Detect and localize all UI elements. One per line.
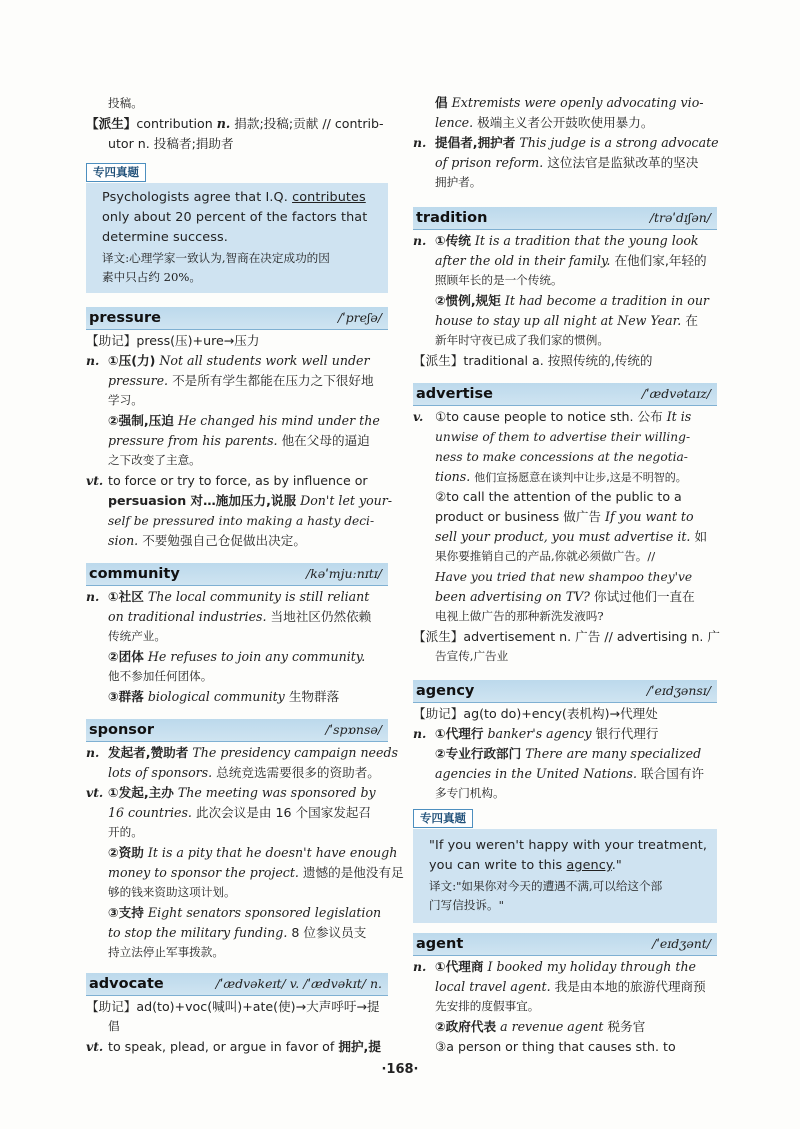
- text-line: 投稿。: [108, 96, 143, 110]
- sense-line: 开的。: [108, 825, 143, 839]
- sense-line: money to sponsor the project. 遗憾的是他没有足: [108, 865, 404, 880]
- sense-line: agencies in the United Nations. 联合国有许: [435, 766, 704, 781]
- sense-line: ①社区 The local community is still reliant: [108, 589, 370, 604]
- phonetic: /ˈeɪdʒənt/: [652, 936, 711, 951]
- sense-line: sion. 不要勉强自己仓促做出决定。: [108, 533, 306, 548]
- derived-line: 告宣传,广告业: [435, 649, 509, 663]
- phonetic: /ˈædvətaɪz/: [641, 386, 711, 401]
- sense-line: 倡 Extremists were openly advocating vio-: [435, 95, 704, 110]
- sense-line: ②惯例,规矩 It had become a tradition in our: [435, 293, 709, 308]
- headword-advertise: [413, 383, 717, 406]
- exam-line: only about 20 percent of the factors that: [102, 210, 368, 225]
- headword-agency: [413, 680, 717, 703]
- sense-line: 提倡者,拥护者 This judge is a strong advocate: [435, 135, 719, 150]
- sense-line: 电视上做广告的那种新洗发液吗?: [435, 609, 604, 623]
- exam-line: "If you weren't happy with your treatment,: [429, 838, 708, 853]
- derived-tag: 【派生】: [86, 116, 137, 131]
- sense-line: after the old in their family. 在他们家,年轻的: [435, 253, 707, 268]
- underlined-word: agency: [566, 858, 612, 873]
- headword: advocate: [89, 976, 164, 992]
- sense-line: 照顾年长的是一个传统。: [435, 273, 563, 287]
- sense-line: 持立法停止军事拨款。: [108, 945, 224, 959]
- exam-translation: 译文:心理学家一致认为,智商在决定成功的因: [102, 251, 330, 265]
- pos-label: n.: [413, 959, 427, 974]
- sense-line: ②to call the attention of the public to a: [435, 489, 682, 504]
- sense-line: unwise of them to advertise their willing-: [435, 430, 691, 444]
- headword-agent: [413, 933, 717, 956]
- sense-line: ness to make concessions at the negotia-: [435, 450, 688, 464]
- derived-line: 【派生】advertisement n. 广告 // advertising n. 广: [413, 629, 720, 644]
- sense-line: ①代理商 I booked my holiday through the: [435, 959, 697, 974]
- sense-line: ②资助 It is a pity that he doesn't have enough: [108, 845, 398, 860]
- pos-label: n.: [216, 116, 231, 131]
- sense-line: product or business 做广告 If you want to: [435, 509, 694, 524]
- sense-line: 够的钱来资助这项计划。: [108, 885, 236, 899]
- sense-line: ①to cause people to notice sth. 公布 It is: [435, 409, 692, 424]
- pos-label: n.: [413, 726, 427, 741]
- headword: sponsor: [89, 722, 155, 738]
- exam-tag: 专四真题: [413, 809, 473, 828]
- sense-line: 多专门机构。: [435, 786, 505, 800]
- sense-line: Have you tried that new shampoo they've: [435, 570, 693, 584]
- sense-line: 16 countries. 此次会议是由 16 个国家发起召: [108, 805, 372, 820]
- phonetic: /ˈpreʃə/: [337, 310, 382, 325]
- phonetic: /kəˈmjuːnɪtɪ/: [306, 566, 382, 581]
- exam-translation: 素中只占约 20%。: [102, 270, 202, 284]
- headword-community: [86, 563, 388, 586]
- sense-line: house to stay up all night at New Year. 在: [435, 313, 698, 328]
- exam-tag: 专四真题: [86, 163, 146, 182]
- sense-line: 新年时守夜已成了我们家的惯例。: [435, 333, 609, 347]
- headword: agent: [416, 936, 464, 952]
- sense-line: ③支持 Eight senators sponsored legislation: [108, 905, 382, 920]
- mnemonic-cont: 倡: [108, 1019, 120, 1033]
- sense-line: pressure from his parents. 他在父母的逼迫: [108, 433, 370, 448]
- sense-line: pressure. 不是所有学生都能在压力之下很好地: [108, 373, 374, 388]
- sense-line: 果你要推销自己的产品,你就必须做广告。//: [435, 549, 656, 563]
- pos-label: n.: [86, 353, 100, 368]
- sense-line: ①压(力) Not all students work well under: [108, 353, 370, 368]
- mnemonic: 【助记】ag(to do)+ency(表机构)→代理处: [413, 706, 658, 721]
- exam-line: determine success.: [102, 230, 228, 245]
- headword-advocate: [86, 973, 388, 996]
- phonetic: /trəˈdɪʃən/: [649, 210, 711, 225]
- phonetic: /ˈeɪdʒənsɪ/: [646, 683, 711, 698]
- sense-line: ②强制,压迫 He changed his mind under the: [108, 413, 380, 428]
- derived-meaning: 捐款;投稿;贡献 // contrib-: [234, 116, 384, 131]
- sense-line: 拥护者。: [435, 175, 482, 189]
- pos-label: n.: [86, 589, 100, 604]
- sense-line: ③a person or thing that causes sth. to: [435, 1039, 676, 1054]
- pos-label: vt.: [86, 473, 104, 488]
- sense-line: to speak, plead, or argue in favor of 拥护,提: [108, 1039, 381, 1054]
- headword: community: [89, 566, 180, 582]
- exam-translation: 门写信投诉。": [429, 898, 504, 912]
- pos-label: n.: [413, 135, 427, 150]
- sense-line: 先安排的度假事宜。: [435, 999, 540, 1013]
- sense-line: lence. 极端主义者公开鼓吹使用暴力。: [435, 115, 654, 130]
- mnemonic: 【助记】ad(to)+voc(喊叫)+ate(使)→大声呼吁→提: [86, 999, 380, 1014]
- underlined-word: contributes: [292, 190, 366, 205]
- sense-line: ①发起,主办 The meeting was sponsored by: [108, 785, 376, 800]
- sense-line: lots of sponsors. 总统竞选需要很多的资助者。: [108, 765, 380, 780]
- phonetic: /ˈædvəkeɪt/ v. /ˈædvəkɪt/ n.: [215, 976, 382, 991]
- text-line: utor n. 投稿者;捐助者: [108, 136, 234, 151]
- exam-box: [86, 183, 388, 293]
- sense-line: on traditional industries. 当地社区仍然依赖: [108, 609, 372, 624]
- sense-line: 他不参加任何团体。: [108, 669, 213, 683]
- sense-line: 学习。: [108, 393, 143, 407]
- exam-line: Psychologists agree that I.Q. contributes: [102, 190, 366, 205]
- exam-translation: 译文:"如果你对今天的遭遇不满,可以给这个部: [429, 879, 663, 893]
- sense-line: ①代理行 banker's agency 银行代理行: [435, 726, 659, 741]
- pos-label: vt.: [86, 785, 104, 800]
- derived-word: contribution: [136, 116, 213, 131]
- sense-line: tions. 他们宣扬愿意在谈判中让步,这是不明智的。: [435, 469, 687, 484]
- headword: pressure: [89, 310, 161, 326]
- headword: advertise: [416, 386, 493, 402]
- sense-line: to stop the military funding. 8 位参议员支: [108, 925, 367, 940]
- mnemonic: 【助记】press(压)+ure→压力: [86, 333, 260, 348]
- headword: agency: [416, 683, 475, 699]
- sense-line: persuasion 对…施加压力,说服 Don't let your-: [108, 493, 393, 508]
- pos-label: v.: [413, 409, 424, 424]
- sense-line: ①传统 It is a tradition that the young look: [435, 233, 699, 248]
- sense-line: ③群落 biological community 生物群落: [108, 689, 340, 704]
- derived-line: [86, 115, 388, 133]
- headword-pressure: [86, 307, 388, 330]
- pos-label: vt.: [86, 1039, 104, 1054]
- derived-line: 【派生】traditional a. 按照传统的,传统的: [413, 353, 653, 368]
- page-number: ·168·: [381, 1062, 419, 1077]
- exam-box: [413, 829, 717, 923]
- sense-line: ②政府代表 a revenue agent 税务官: [435, 1019, 646, 1034]
- sense-line: sell your product, you must advertise it. 如: [435, 529, 708, 544]
- sense-line: been advertising on TV? 你试过他们一直在: [435, 589, 695, 604]
- headword: tradition: [416, 210, 488, 226]
- sense-line: self be pressured into making a hasty deci-: [108, 514, 375, 528]
- headword-tradition: [413, 207, 717, 230]
- sense-line: ②团体 He refuses to join any community.: [108, 649, 366, 664]
- sense-line: 传统产业。: [108, 629, 166, 643]
- pos-label: n.: [413, 233, 427, 248]
- sense-line: to force or try to force, as by influence or: [108, 473, 368, 488]
- phonetic: /ˈspɒnsə/: [325, 722, 382, 737]
- sense-line: local travel agent. 我是由本地的旅游代理商预: [435, 979, 706, 994]
- sense-line: 发起者,赞助者 The presidency campaign needs: [108, 745, 398, 760]
- sense-line: ②专业行政部门 There are many specialized: [435, 746, 702, 761]
- sense-line: of prison reform. 这位法官是监狱改革的坚决: [435, 155, 699, 170]
- sense-line: 之下改变了主意。: [108, 453, 201, 467]
- exam-line: you can write to this agency.": [429, 858, 622, 873]
- headword-sponsor: [86, 719, 388, 742]
- pos-label: n.: [86, 745, 100, 760]
